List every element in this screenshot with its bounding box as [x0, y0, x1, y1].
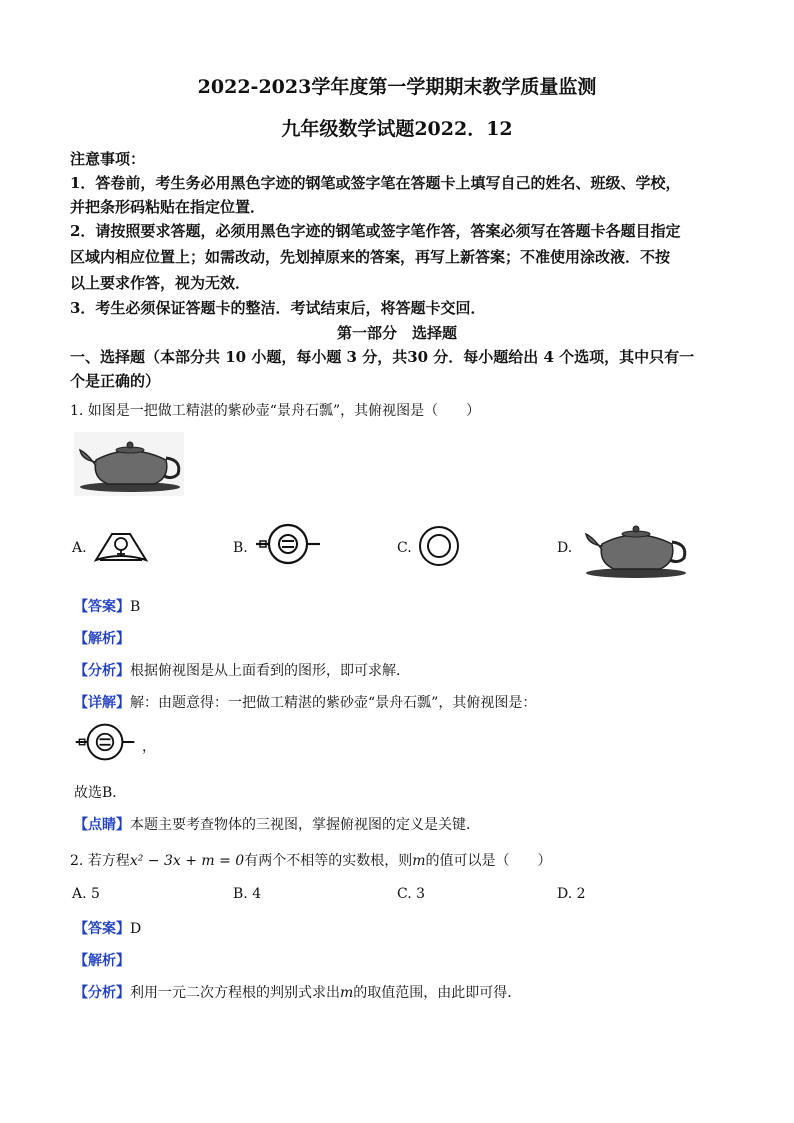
- section-intro-line-1: 一、选择题（本部分共 10 小题，每小题 3 分，共30 分．每小题给出 4 个选项，其中只有一: [70, 348, 695, 366]
- q1-answer: [74, 596, 140, 616]
- q1-figure-comma: ，: [142, 739, 156, 755]
- page-title: 2022-2023学年度第一学期期末教学质量监测: [197, 76, 597, 98]
- q1-option-a-label[interactable]: A.: [72, 540, 87, 556]
- q2-answer: [74, 918, 141, 938]
- notice-heading: 注意事项：: [70, 150, 146, 168]
- page-subtitle: 九年级数学试题2022．12: [281, 118, 513, 140]
- q2-fenxi-before: 利用一元二次方程根的判别式求出: [130, 985, 340, 1001]
- q1-option-d-label[interactable]: D.: [557, 540, 573, 556]
- q1-dianjing-tag: 【点睛】: [74, 817, 130, 833]
- q1-stem: 1. 如图是一把做工精湛的紫砂壶“景舟石瓢”，其俯视图是（ ）: [70, 403, 481, 419]
- q2-option-b[interactable]: B. 4: [233, 886, 262, 902]
- q1-option-b-label[interactable]: B.: [233, 540, 248, 556]
- notice-item-2-line-1: 2．请按照要求答题，必须用黑色字迹的钢笔或签字笔作答，答案必须写在答题卡各题目指定: [70, 222, 681, 240]
- q2-fenxi: [74, 982, 521, 1002]
- q2-stem-after: 有两个不相等的实数根，则: [244, 853, 413, 869]
- notice-item-3: 3．考生必须保证答题卡的整洁．考试结束后，将答题卡交回．: [70, 299, 486, 317]
- answer-figure-icon: [72, 720, 138, 764]
- q1-answer-value: B: [130, 599, 141, 615]
- option-b-figure-icon: [252, 522, 324, 566]
- q2-option-c[interactable]: C. 3: [397, 886, 426, 902]
- q2-stem: [70, 850, 551, 870]
- q2-stem-end: 的值可以是（ ）: [425, 853, 552, 869]
- notice-item-1-line-2: 并把条形码粘贴在指定位置．: [70, 198, 266, 216]
- q1-fenxi-text: 根据俯视图是从上面看到的图形，即可求解．: [130, 663, 410, 679]
- section-intro-line-2: 个是正确的）: [70, 372, 161, 390]
- q2-answer-value: D: [130, 921, 142, 937]
- q2-analysis-tag: 【解析】: [74, 953, 130, 969]
- q2-var: m: [412, 853, 426, 869]
- q2-fenxi-var: m: [340, 985, 354, 1001]
- q1-xiangjie: [74, 692, 536, 712]
- q2-option-d[interactable]: D. 2: [557, 886, 586, 902]
- notice-item-2-line-2: 区域内相应位置上；如需改动，先划掉原来的答案，再写上新答案；不准使用涂改液．不按: [70, 248, 671, 266]
- notice-item-2-line-3: 以上要求作答，视为无效．: [70, 274, 251, 292]
- q1-xiangjie-tag: 【详解】: [74, 695, 130, 711]
- option-a-figure-icon: [90, 524, 152, 568]
- q1-dianjing: [74, 814, 480, 834]
- option-d-teapot-icon: [578, 516, 694, 580]
- q1-option-c-label[interactable]: C.: [397, 540, 412, 556]
- q2-stem-before: 2. 若方程: [70, 853, 130, 869]
- notice-item-1-line-1: 1．答卷前，考生务必用黑色字迹的钢笔或签字笔在答题卡上填写自己的姓名、班级、学校，: [70, 174, 681, 192]
- q1-fenxi: [74, 660, 410, 680]
- q1-analysis-tag: 【解析】: [74, 631, 130, 647]
- option-c-figure-icon: [416, 524, 462, 568]
- q1-fenxi-tag: 【分析】: [74, 663, 130, 679]
- q1-dianjing-text: 本题主要考查物体的三视图，掌握俯视图的定义是关键．: [130, 817, 480, 833]
- teapot-image: [74, 432, 184, 496]
- q1-choose: 故选B．: [74, 785, 127, 801]
- q2-equation: x² − 3x + m = 0: [129, 853, 245, 869]
- q2-option-a[interactable]: A. 5: [72, 886, 100, 902]
- q1-xiangjie-text: 解：由题意得：一把做工精湛的紫砂壶“景舟石瓢”，其俯视图是：: [130, 695, 537, 711]
- q2-fenxi-tag: 【分析】: [74, 985, 130, 1001]
- section-heading: 第一部分 选择题: [336, 324, 457, 342]
- q2-fenxi-after: 的取值范围，由此即可得．: [353, 985, 522, 1001]
- q1-answer-tag: 【答案】: [74, 599, 130, 615]
- q2-answer-tag: 【答案】: [74, 921, 130, 937]
